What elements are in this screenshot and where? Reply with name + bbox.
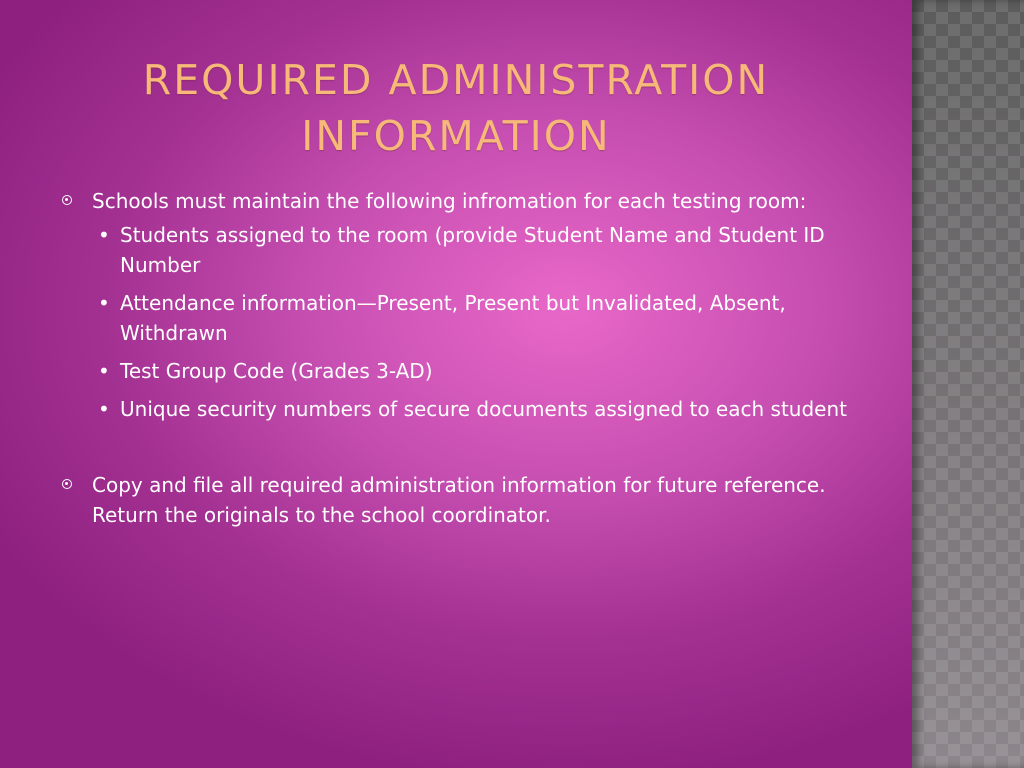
sub-bullet-students bbox=[58, 220, 858, 280]
slide-body bbox=[58, 186, 858, 530]
spacer bbox=[58, 432, 858, 470]
dot-bullet-icon: • bbox=[98, 223, 110, 247]
sub-bullet-security-numbers bbox=[58, 394, 858, 424]
circle-bullet-icon bbox=[62, 195, 72, 205]
decorative-side-panel bbox=[912, 0, 1024, 768]
dot-bullet-icon: • bbox=[98, 397, 110, 421]
sub-bullet-text: Students assigned to the room (provide Student Name and Student ID Number bbox=[120, 223, 825, 277]
slide-title: REQUIRED ADMINISTRATION INFORMATION bbox=[142, 56, 770, 160]
dot-bullet-icon: • bbox=[98, 291, 110, 315]
sub-bullet-attendance bbox=[58, 288, 858, 348]
sub-bullet-text: Test Group Code (Grades 3-AD) bbox=[120, 359, 433, 383]
sub-bullet-list bbox=[58, 220, 858, 424]
dot-bullet-icon: • bbox=[98, 359, 110, 383]
sub-bullet-text: Unique security numbers of secure documents assigned to each student bbox=[120, 397, 847, 421]
bullet-text: Copy and file all required administration information for future reference. Return the originals to the school coordinator. bbox=[92, 473, 826, 527]
bullet-text: Schools must maintain the following infromation for each testing room: bbox=[92, 189, 807, 213]
bullet-copy-and-file bbox=[58, 470, 858, 530]
sub-bullet-test-group bbox=[58, 356, 858, 386]
sub-bullet-text: Attendance information—Present, Present but Invalidated, Absent, Withdrawn bbox=[120, 291, 786, 345]
bullet-maintain-info bbox=[58, 186, 858, 216]
circle-bullet-icon bbox=[62, 479, 72, 489]
